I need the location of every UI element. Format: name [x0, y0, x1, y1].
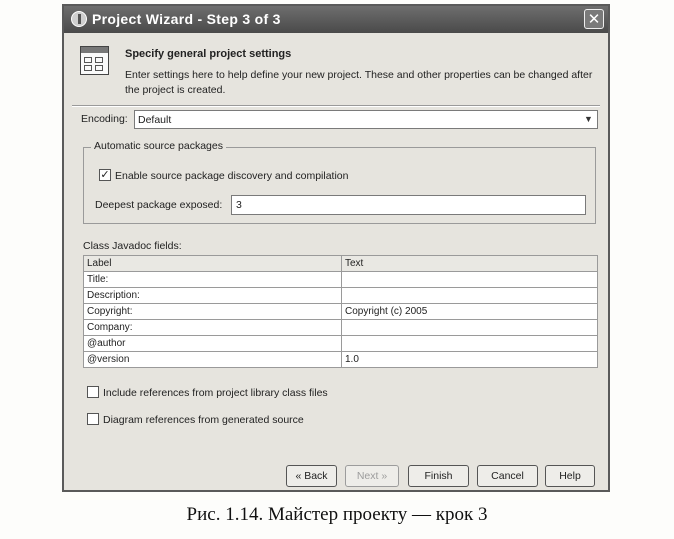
chevron-down-icon[interactable]: ▼	[584, 114, 593, 124]
diagram-references-label: Diagram references from generated source	[103, 414, 304, 426]
row-label: @author	[84, 336, 342, 352]
row-label: Company:	[84, 320, 342, 336]
back-button[interactable]: « Back	[286, 465, 337, 487]
column-header-label[interactable]: Label	[84, 256, 342, 272]
row-text[interactable]	[342, 336, 598, 352]
table-row[interactable]	[84, 304, 598, 320]
row-text[interactable]: 1.0	[342, 352, 598, 368]
enable-discovery-label: Enable source package discovery and compilation	[115, 170, 349, 182]
close-button[interactable]: ✕	[584, 9, 604, 29]
package-depth-value: 3	[236, 199, 242, 211]
table-header-row	[84, 256, 598, 272]
window-title: Project Wizard - Step 3 of 3	[92, 11, 281, 27]
javadoc-fields-label: Class Javadoc fields:	[83, 240, 182, 252]
row-text[interactable]	[342, 288, 598, 304]
column-header-text[interactable]: Text	[342, 256, 598, 272]
header-separator	[72, 105, 600, 107]
package-depth-field[interactable]	[231, 195, 586, 215]
include-references-checkbox[interactable]	[87, 386, 99, 398]
encoding-label: Encoding:	[81, 113, 128, 125]
table-row[interactable]	[84, 288, 598, 304]
row-label: Title:	[84, 272, 342, 288]
finish-button[interactable]: Finish	[408, 465, 469, 487]
table-row[interactable]	[84, 320, 598, 336]
title-bar	[64, 6, 608, 33]
project-wizard-dialog	[62, 4, 610, 492]
row-text[interactable]	[342, 320, 598, 336]
row-text[interactable]: Copyright (c) 2005	[342, 304, 598, 320]
diagram-references-checkbox[interactable]	[87, 413, 99, 425]
row-text[interactable]	[342, 272, 598, 288]
cancel-button[interactable]: Cancel	[477, 465, 538, 487]
table-row[interactable]	[84, 352, 598, 368]
project-settings-icon	[80, 46, 109, 75]
include-references-label: Include references from project library class files	[103, 387, 328, 399]
enable-discovery-checkbox[interactable]: ✓	[100, 169, 110, 181]
javadoc-table	[83, 255, 598, 368]
encoding-select[interactable]	[134, 110, 598, 129]
step-description: Enter settings here to help define your new project. These and other properties can be changed after the project is created.	[125, 69, 593, 96]
next-button[interactable]: Next »	[345, 465, 399, 487]
figure-caption: Рис. 1.14. Майстер проекту — крок 3	[186, 504, 488, 525]
row-label: Description:	[84, 288, 342, 304]
encoding-value: Default	[138, 114, 172, 126]
table-row[interactable]	[84, 272, 598, 288]
help-button[interactable]: Help	[545, 465, 595, 487]
row-label: @version	[84, 352, 342, 368]
app-icon	[71, 11, 87, 27]
source-packages-group-title: Automatic source packages	[91, 140, 226, 152]
package-depth-label: Deepest package exposed:	[95, 199, 223, 211]
table-row[interactable]	[84, 336, 598, 352]
row-label: Copyright:	[84, 304, 342, 320]
step-title: Specify general project settings	[125, 48, 292, 60]
